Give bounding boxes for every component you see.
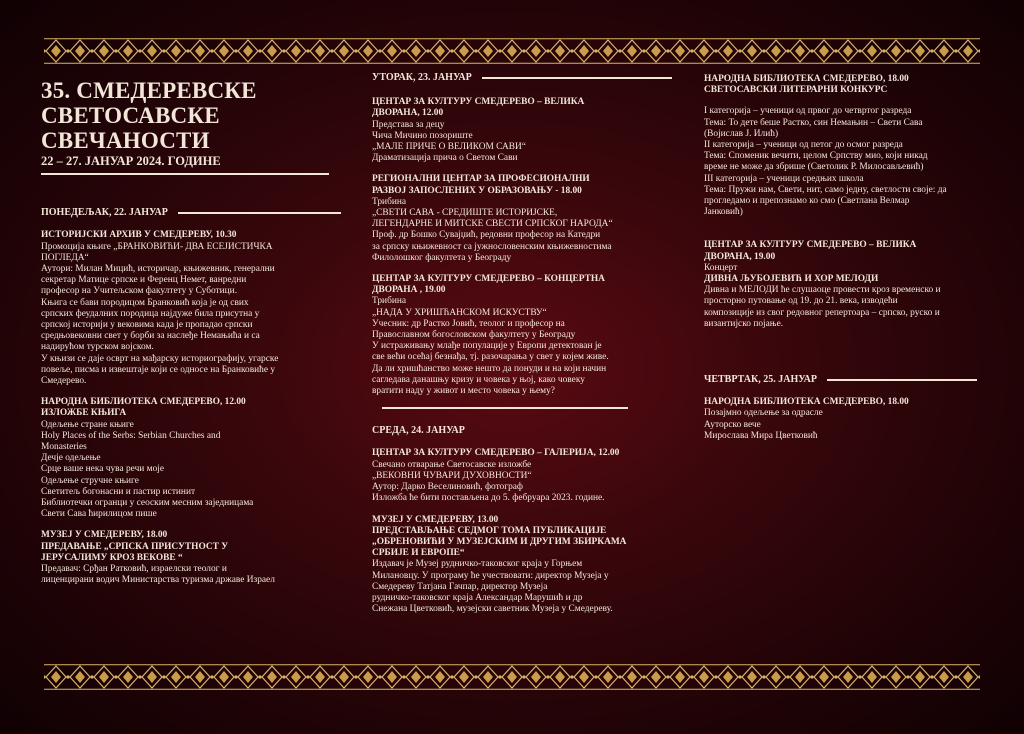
festival-title <box>41 78 341 153</box>
event-line: Снежана Цветковић, музејски саветник Музеја у Смедереву. <box>372 604 613 615</box>
event-line: Предавач: Срђан Ратковић, израелски теолог и <box>41 564 227 575</box>
event-venue: РАЗВОЈ ЗАПОСЛЕНИХ У ОБРАЗОВАЊУ - 18.00 <box>372 185 582 196</box>
event-line: Трибина <box>372 196 407 207</box>
event-venue: ЦЕНТАР ЗА КУЛТУРУ СМЕДЕРЕВО – КОНЦЕРТНА <box>372 274 605 285</box>
event-line: „НАДА У ХРИШЋАНСКОМ ИСКУСТВУ“ <box>372 307 547 318</box>
event-line: „СВЕТИ САВА - СРЕДИШТЕ ИСТОРИЈСКЕ, <box>372 208 558 219</box>
event-line: Тема: Споменик вечити, целом Српству мио, који никад <box>704 151 928 162</box>
event-title: ПРЕДАВАЊЕ „СРПСКА ПРИСУТНОСТ У <box>41 541 229 552</box>
event-line: Милановцу. У програму ће учествовати: директор Музеја у <box>372 570 609 581</box>
day-label: СРЕДА, 24. ЈАНУАР <box>372 425 465 437</box>
event-venue: НАРОДНА БИБЛИОТЕКА СМЕДЕРЕВО, 18.00 <box>704 74 909 84</box>
title-line: 35. СМЕДЕРЕВСКЕ <box>41 78 257 103</box>
day-heading-monday <box>41 207 341 218</box>
day-heading-thursday <box>704 374 1004 385</box>
event-line: Православном богословском факултету у Београду <box>372 330 576 341</box>
event-line: II категорија – ученици од петог до осмог разреда <box>704 140 903 151</box>
title-divider <box>41 173 329 175</box>
column-thursday <box>704 72 1004 442</box>
event-line: ЛЕГЕНДАРНЕ И МИТСКЕ СВЕСТИ СРПСКОГ НАРОДА“ <box>372 219 613 230</box>
event-line: Јанковић) <box>704 207 743 218</box>
event-line: ПОГЛЕДА“ <box>41 252 89 263</box>
event-line: Тема: То дете беше Растко, син Немањин – Свети Сава <box>704 117 923 128</box>
event-venue: ДВОРАНА , 19.00 <box>372 285 446 296</box>
event-line: Издавач је Музеј рудничко-таковског краја у Горњем <box>372 559 583 570</box>
event-line: за српску књижевност са јужнословенским књижевностима <box>372 241 612 252</box>
event-line: време не може да збрише (Светолик Р. Милосављевић) <box>704 162 924 173</box>
ornamental-border-top <box>44 38 980 64</box>
event-line: Тема: Пружи нам, Свети, нит, само једну, светлости своје: да <box>704 184 947 195</box>
event-line: сагледава данашњу кризу и човека у њој, како човеку <box>372 374 585 385</box>
event-line: Свечано отварање Светосавске изложбе <box>372 459 532 470</box>
event-line: Филолошког факултета у Београду <box>372 252 512 263</box>
event-line: све већи осећај безнађа, тј. разочарања у свет у којем живе. <box>372 352 609 363</box>
event-venue: МУЗЕЈ У СМЕДЕРЕВУ, 13.00 <box>372 514 499 525</box>
event-literary-contest <box>704 74 1004 218</box>
event-venue: ДВОРАНА, 19.00 <box>704 251 776 262</box>
day-label: УТОРАК, 23. ЈАНУАР <box>372 72 472 83</box>
column-monday <box>41 72 341 587</box>
event-line: проглeдамо и препознамо ко смо (Светлана Велмар <box>704 196 910 207</box>
event-line: Трибина <box>372 296 407 307</box>
event-line: композиције из свог редовног репертоара – српско, руско и <box>704 307 940 318</box>
event-line: Чича Мичино позориште <box>372 130 473 141</box>
event-line: III категорија – ученици средњих школа <box>704 173 864 184</box>
day-heading-tuesday <box>372 72 672 83</box>
event-line: професор на Учитељском факултету у Суботици. <box>41 286 238 297</box>
event-title: ПРЕДСТАВЉАЊЕ СЕДМОГ ТОМА ПУБЛИКАЦИЈЕ <box>372 525 607 536</box>
event-line: Учесник: др Растко Јовић, теолог и професор на <box>372 318 565 329</box>
event-museum-lecture <box>41 530 341 586</box>
event-concert-divna <box>704 240 1004 330</box>
event-line: средњовековни свет у борби за наслеђе Немањића и са <box>41 331 260 342</box>
event-line: Срце ваше нека чува речи моје <box>41 464 165 475</box>
event-line: Промоција књиге „БРАНКОВИЋИ- ДВА ЕСЕЈИСТИЧКА <box>41 241 273 252</box>
event-line: Светитељ богонасни и пастир истинит <box>41 486 196 497</box>
event-line: Да ли хришћанство може нешто да понуди и на који начин <box>372 363 607 374</box>
event-museum-publication <box>372 515 672 616</box>
event-venue: МУЗЕЈ У СМЕДЕРЕВУ, 18.00 <box>41 530 168 541</box>
event-line: У истраживању млађе популације у Европи детектован је <box>372 341 602 352</box>
event-line: Проф. др Бошко Сувајџић, редовни професор на Катедри <box>372 230 601 241</box>
event-venue: НАРОДНА БИБЛИОТЕКА СМЕДЕРЕВО, 18.00 <box>704 397 909 408</box>
event-culture-center-play <box>372 97 672 164</box>
event-line: Концерт <box>704 262 738 273</box>
event-venue: ИСТОРИЈСКИ АРХИВ У СМЕДЕРЕВУ, 10.30 <box>41 230 237 241</box>
event-line: рудничко-таковског краја Александар Марушић и др <box>372 592 583 603</box>
event-line: I категорија – ученици од првог до четвртог разреда <box>704 106 912 117</box>
event-author-evening <box>704 397 1004 442</box>
event-line: Дивна и МЕЛОДИ ће слушаоце провести кроз временско и <box>704 285 941 296</box>
day-label: ПОНЕДЕЉАК, 22. ЈАНУАР <box>41 207 168 219</box>
day-rule <box>482 77 672 79</box>
event-line: „ВЕКОВНИ ЧУВАРИ ДУХОВНОСТИ“ <box>372 470 532 481</box>
title-line: СВЕТОСАВСКЕ <box>41 103 220 128</box>
event-line: Изложба ће бити постављена до 5. фебруара 2023. године. <box>372 493 605 504</box>
event-regional-center-tribune <box>372 174 672 264</box>
event-line: „МАЛЕ ПРИЧЕ О ВЕЛИКОМ САВИ“ <box>372 142 526 153</box>
event-line: вратити наду у живот и место човека у њему? <box>372 386 555 397</box>
event-venue: НАРОДНА БИБЛИОТЕКА СМЕДЕРЕВО, 12.00 <box>41 397 246 408</box>
event-library-exhibitions <box>41 397 341 520</box>
event-venue: ЦЕНТАР ЗА КУЛТУРУ СМЕДЕРЕВО – ВЕЛИКА <box>372 97 585 108</box>
event-line: повеље, писма и извештаје који се односе на Бранковиће у <box>41 364 276 375</box>
day-heading-wednesday <box>372 425 672 436</box>
title-line: СВЕЧАНОСТИ <box>41 128 210 153</box>
festival-dates: 22 – 27. ЈАНУАР 2024. ГОДИНЕ <box>41 154 221 168</box>
event-line: У књизи се даје осврт на мађарску историографију, угарске <box>41 353 279 364</box>
day-label: ЧЕТВРТАК, 25. ЈАНУАР <box>704 374 817 386</box>
column-tuesday-wednesday <box>372 72 672 615</box>
event-line: византијско појање. <box>704 318 784 329</box>
event-line: Monasteries <box>41 442 87 453</box>
ornamental-border-bottom <box>44 664 980 690</box>
event-gallery-exhibition <box>372 448 672 504</box>
event-line: српских феудалних породица најдуже била присутна у <box>41 308 260 319</box>
event-venue: ЦЕНТАР ЗА КУЛТУРУ СМЕДЕРЕВО – ГАЛЕРИЈА, 12.00 <box>372 448 620 459</box>
event-line: Свети Сава ћирилицом пише <box>41 509 157 520</box>
event-line: Ауторско вече <box>704 419 761 430</box>
event-line: српској историји у вековима када је пропадао српски <box>41 320 253 331</box>
event-line: Аутор: Дарко Веселиновић, фотограф <box>372 482 524 493</box>
event-title: ЈЕРУСАЛИМУ КРОЗ ВЕКОВЕ “ <box>41 552 183 563</box>
event-line: Дечје одељење <box>41 453 101 464</box>
event-line: надирућом турском војском. <box>41 342 154 353</box>
event-line: Одељење стране књиге <box>41 419 134 430</box>
event-line: Смедереву Татјана Гачпар, директор Музеја <box>372 581 548 592</box>
event-line: (Војислав Ј. Илић) <box>704 128 779 139</box>
event-line: Аутори: Милан Мицић, историчар, књижевник, генерални <box>41 264 275 275</box>
event-venue: РЕГИОНАЛНИ ЦЕНТАР ЗА ПРОФЕСИОНАЛНИ <box>372 174 590 185</box>
event-line: Књига се бави породицом Бранковић која је од свих <box>41 297 249 308</box>
event-title: „ОБРЕНОВИЋИ У МУЗЕЈСКИМ И ДРУГИМ ЗБИРКАМА <box>372 536 627 547</box>
day-rule <box>827 379 977 381</box>
event-line: Мирослава Мира Цветковић <box>704 430 818 441</box>
event-line: Одељење стручне књиге <box>41 475 139 486</box>
event-line: Смедерево. <box>41 376 87 387</box>
event-line: Представа за децу <box>372 119 445 130</box>
event-title: ИЗЛОЖБЕ КЊИГА <box>41 408 127 419</box>
event-line: просторно путовање од 19. до 21. века, изводећи <box>704 296 898 307</box>
event-venue: ДВОРАНА, 12.00 <box>372 108 444 119</box>
event-title: СРБИЈЕ И ЕВРОПЕ“ <box>372 548 465 559</box>
event-line: Holy Places of the Serbs: Serbian Churches and <box>41 430 221 441</box>
event-venue: ЦЕНТАР ЗА КУЛТУРУ СМЕДЕРЕВО – ВЕЛИКА <box>704 240 917 251</box>
event-line: Позајмно одељење за одрасле <box>704 408 823 419</box>
event-line: Библиотечки огранци у сеоским месним заједницама <box>41 498 254 509</box>
event-archive <box>41 230 341 387</box>
section-divider <box>382 407 628 409</box>
event-line: лиценцирани водич Министарства туризма државе Израел <box>41 575 275 586</box>
event-title: СВЕТОСАВСКИ ЛИТЕРАРНИ КОНКУРС <box>704 85 888 96</box>
event-line: Драматизација прича о Светом Сави <box>372 153 518 164</box>
day-rule <box>178 212 341 214</box>
event-line: секретар Матице српске и Ференц Немет, ванредни <box>41 275 247 286</box>
event-concert-hall-tribune <box>372 274 672 397</box>
event-line: ДИВНА ЉУБОЈЕВИЋ И ХОР МЕЛОДИ <box>704 274 879 285</box>
